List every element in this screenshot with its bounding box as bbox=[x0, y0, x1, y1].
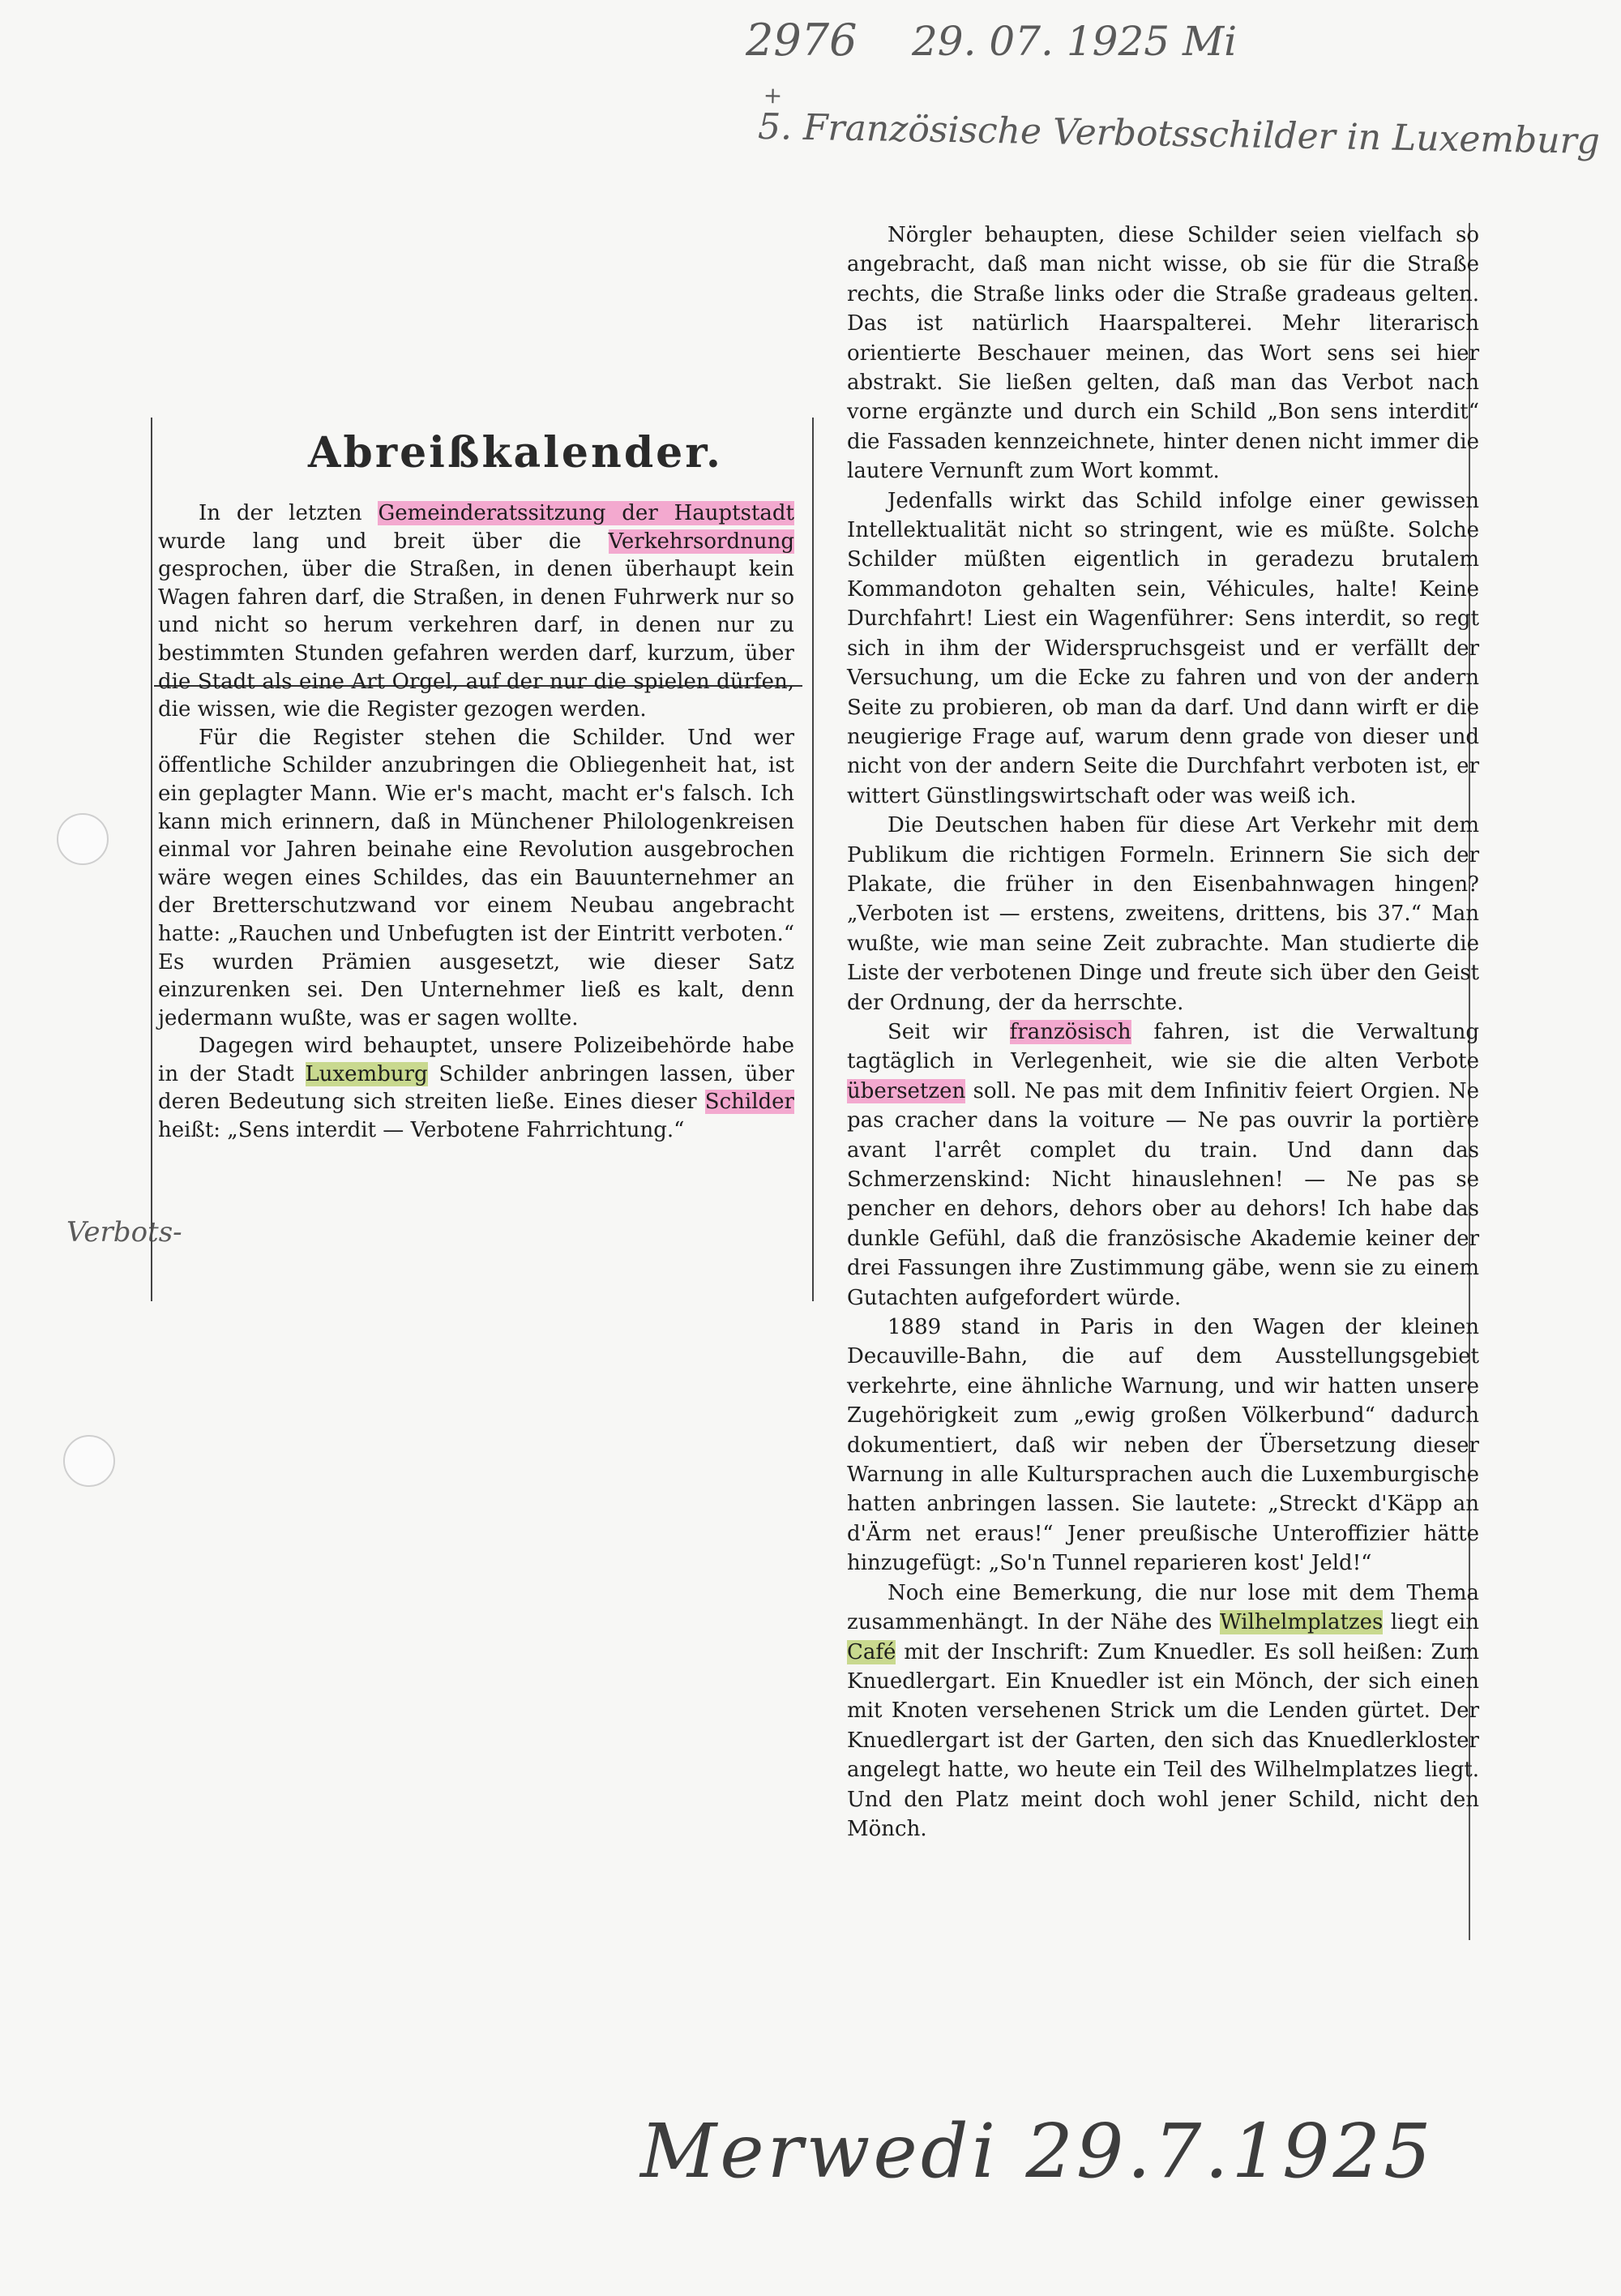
topic-text: 5. Französische Verbotsschilder in Luxemburg bbox=[757, 105, 1601, 163]
article-title: Abreißkalender. bbox=[308, 428, 723, 478]
text-run: Seit wir bbox=[887, 1019, 1010, 1044]
paragraph: 1889 stand in Paris in den Wagen der kleinen Decauville-Bahn, die auf dem Ausstellungsgebiet verkehrte, eine ähnliche Warnung, und wir hatten unsere Zugehörigkeit zum „ewig großen Völkerbund“ dadurch dokumentiert, daß wir neben der Übersetzung dieser Warnung in alle Kultursprachen auch die Luxemburgische hatten anbringen lassen. Sie lautete: „Streckt d'Käpp an d'Ärm net eraus!“ Jener preußische Unteroffizier hätte hinzugefügt: „So'n Tunnel reparieren kost' Jeld!“ bbox=[847, 1315, 1479, 1576]
paragraph: Für die Register stehen die Schilder. Und wer öffentliche Schilder anzubringen die Obliegenheit hat, ist ein geplagter Mann. Wie er's macht, macht er's falsch. Ich kann mich erinnern, daß in Münchener Philologenkreisen einmal vor Jahren beinahe eine Revolution ausgebrochen wäre wegen eines Schildes, das ein Bauunternehmer an der Bretterschutzwand vor einem Neubau angebracht hatte: „Rauchen und Unbefugten ist der Eintritt verboten.“ Es wurden Prämien ausgesetzt, wie dieser Satz einzurenken sei. Den Unternehmer ließ es kalt, denn jedermann wußte, was er sagen wollte. bbox=[158, 725, 794, 1030]
highlight-pink: Schilder bbox=[704, 1090, 794, 1115]
text-run: fahren, ist die Verwaltung tagtäglich in Verlegenheit, wie sie die alten Verbote bbox=[847, 1019, 1479, 1074]
topic-mark: + bbox=[763, 82, 783, 109]
text-run: mit der Inschrift: Zum Knuedler. Es soll heißen: Zum Knuedlergart. Ein Knuedler ist ein Mönch, der sich einen mit Knoten versehenen Strick um die Lenden gürtet. Der Knuedlergart ist der Garten, den sich das Knuedlerkloster angelegt hatte, wo heute ein Teil des Wilhelmplatzes liegt. Und den Platz meint doch wohl jener Schild, nicht den Mönch. bbox=[847, 1639, 1479, 1841]
paragraph bbox=[847, 1017, 1479, 1313]
paragraph: Jedenfalls wirkt das Schild infolge einer gewissen Intellektualität nicht so stringent, wie es müßte. Solche Schilder müßten eigentlich in geradezu brutalem Kommandoton gehalten sein, Véhicules, halte! Keine Durchfahrt! Liest ein Wagenführer: Sens interdit, so regt sich in ihm der Widerspruchsgeist und er verfällt der Versuchung, um die Ecke zu fahren und von der andern Seite zu probieren, ob man da darf. Und dann wirft er die neugierige Frage auf, warum denn grade von dieser und nicht von der andern Seite die Durchfahrt verboten ist, er wittert Günstlingswirtschaft oder was weiß ich. bbox=[847, 488, 1479, 808]
text-run: heißt: „Sens interdit — Verbotene Fahrrichtung.“ bbox=[158, 1118, 685, 1143]
text-run: soll. Ne pas mit dem Infinitiv feiert Orgien. Ne pas cracher dans la voiture — Ne pas ouvrir la portière avant l'arrêt complet du train. Und dann das Schmerzenskind: Nicht hinauslehnen! — Ne pas se pencher en dehors, dehors ober au dehors! Ich habe das dunkle Gefühl, daß die französische Akademie keiner der drei Fassungen ihre Zustimmung gäbe, wenn sie zu einem Gutachten aufgefordert würde. bbox=[847, 1078, 1479, 1310]
highlight-pink: Verkehrsordnung bbox=[608, 529, 794, 554]
paragraph bbox=[158, 499, 794, 724]
paragraph: Die Deutschen haben für diese Art Verkehr mit dem Publikum die richtigen Formeln. Erinnern Sie sich der Plakate, die früher in den Eisenbahnwagen hingen? „Verboten ist — erstens, zweitens, drittens, bis 37.“ Man wußte, wie man seine Zeit zubrachte. Man studierte die Liste der verbotenen Dinge und freute sich über den Geist der Ordnung, der da herrschte. bbox=[847, 813, 1479, 1015]
highlight-pink: Gemeinderatssitzung der Hauptstadt bbox=[378, 501, 794, 525]
text-run: Schilder anbringen lassen, über deren Bedeutung sich streiten ließe. Eines dieser bbox=[158, 1061, 794, 1115]
paragraph: Nörgler behaupten, diese Schilder seien vielfach so angebracht, daß man nicht wisse, ob sie für die Straße rechts, die Straße links oder die Straße gradeaus gelten. Das ist natürlich Haarspalterei. Mehr literarisch orientierte Beschauer meinen, das Wort sens sei hier abstrakt. Sie ließen gelten, daß man das Verbot nach vorne ergänzte und durch ein Schild „Bon sens interdit“ die Fassaden kennzeichnete, hinter denen nicht immer die lautere Vernunft zum Wort kommt. bbox=[847, 223, 1479, 484]
text-run: Dagegen wird behauptet, unsere Polizeibehörde habe in der Stadt bbox=[158, 1034, 794, 1086]
highlight-green: Luxemburg bbox=[305, 1061, 428, 1086]
bottom-handwritten-date: Merwedi 29.7.1925 bbox=[640, 2108, 1435, 2195]
paragraph bbox=[847, 1578, 1479, 1844]
text-run: In der letzten bbox=[199, 501, 379, 525]
archive-number: 2976 bbox=[746, 15, 858, 66]
highlight-green: Wilhelmplatzes bbox=[1220, 1610, 1384, 1635]
highlight-pink: übersetzen bbox=[847, 1078, 966, 1103]
highlight-pink: französisch bbox=[1009, 1019, 1131, 1044]
paragraph bbox=[158, 1032, 794, 1144]
highlight-green: Café bbox=[847, 1639, 896, 1664]
text-run: gesprochen, über die Straßen, in denen überhaupt kein Wagen fahren darf, die Straßen, in denen Fuhrwerk nur so und nicht so herum verkehren darf, in denen nur zu bestimmten Stunden gefahren werden darf, kurzum, über die Stadt als eine Art Orgel, auf der nur die spielen dürfen, die wissen, wie die Register gezogen werden. bbox=[158, 557, 794, 722]
punch-hole bbox=[63, 1435, 115, 1487]
archive-date: 29. 07. 1925 Mi bbox=[912, 18, 1238, 65]
text-run: Noch eine Bemerkung, die nur lose mit dem Thema zusammenhängt. In der Nähe des bbox=[847, 1580, 1479, 1635]
left-column bbox=[158, 499, 794, 1145]
margin-note: Verbots- bbox=[66, 1216, 182, 1249]
topic-annotation bbox=[757, 82, 1601, 163]
punch-hole bbox=[57, 813, 109, 865]
text-run: liegt ein bbox=[1383, 1610, 1479, 1635]
text-run: wurde lang und breit über die bbox=[158, 529, 609, 554]
right-column bbox=[847, 221, 1479, 1844]
